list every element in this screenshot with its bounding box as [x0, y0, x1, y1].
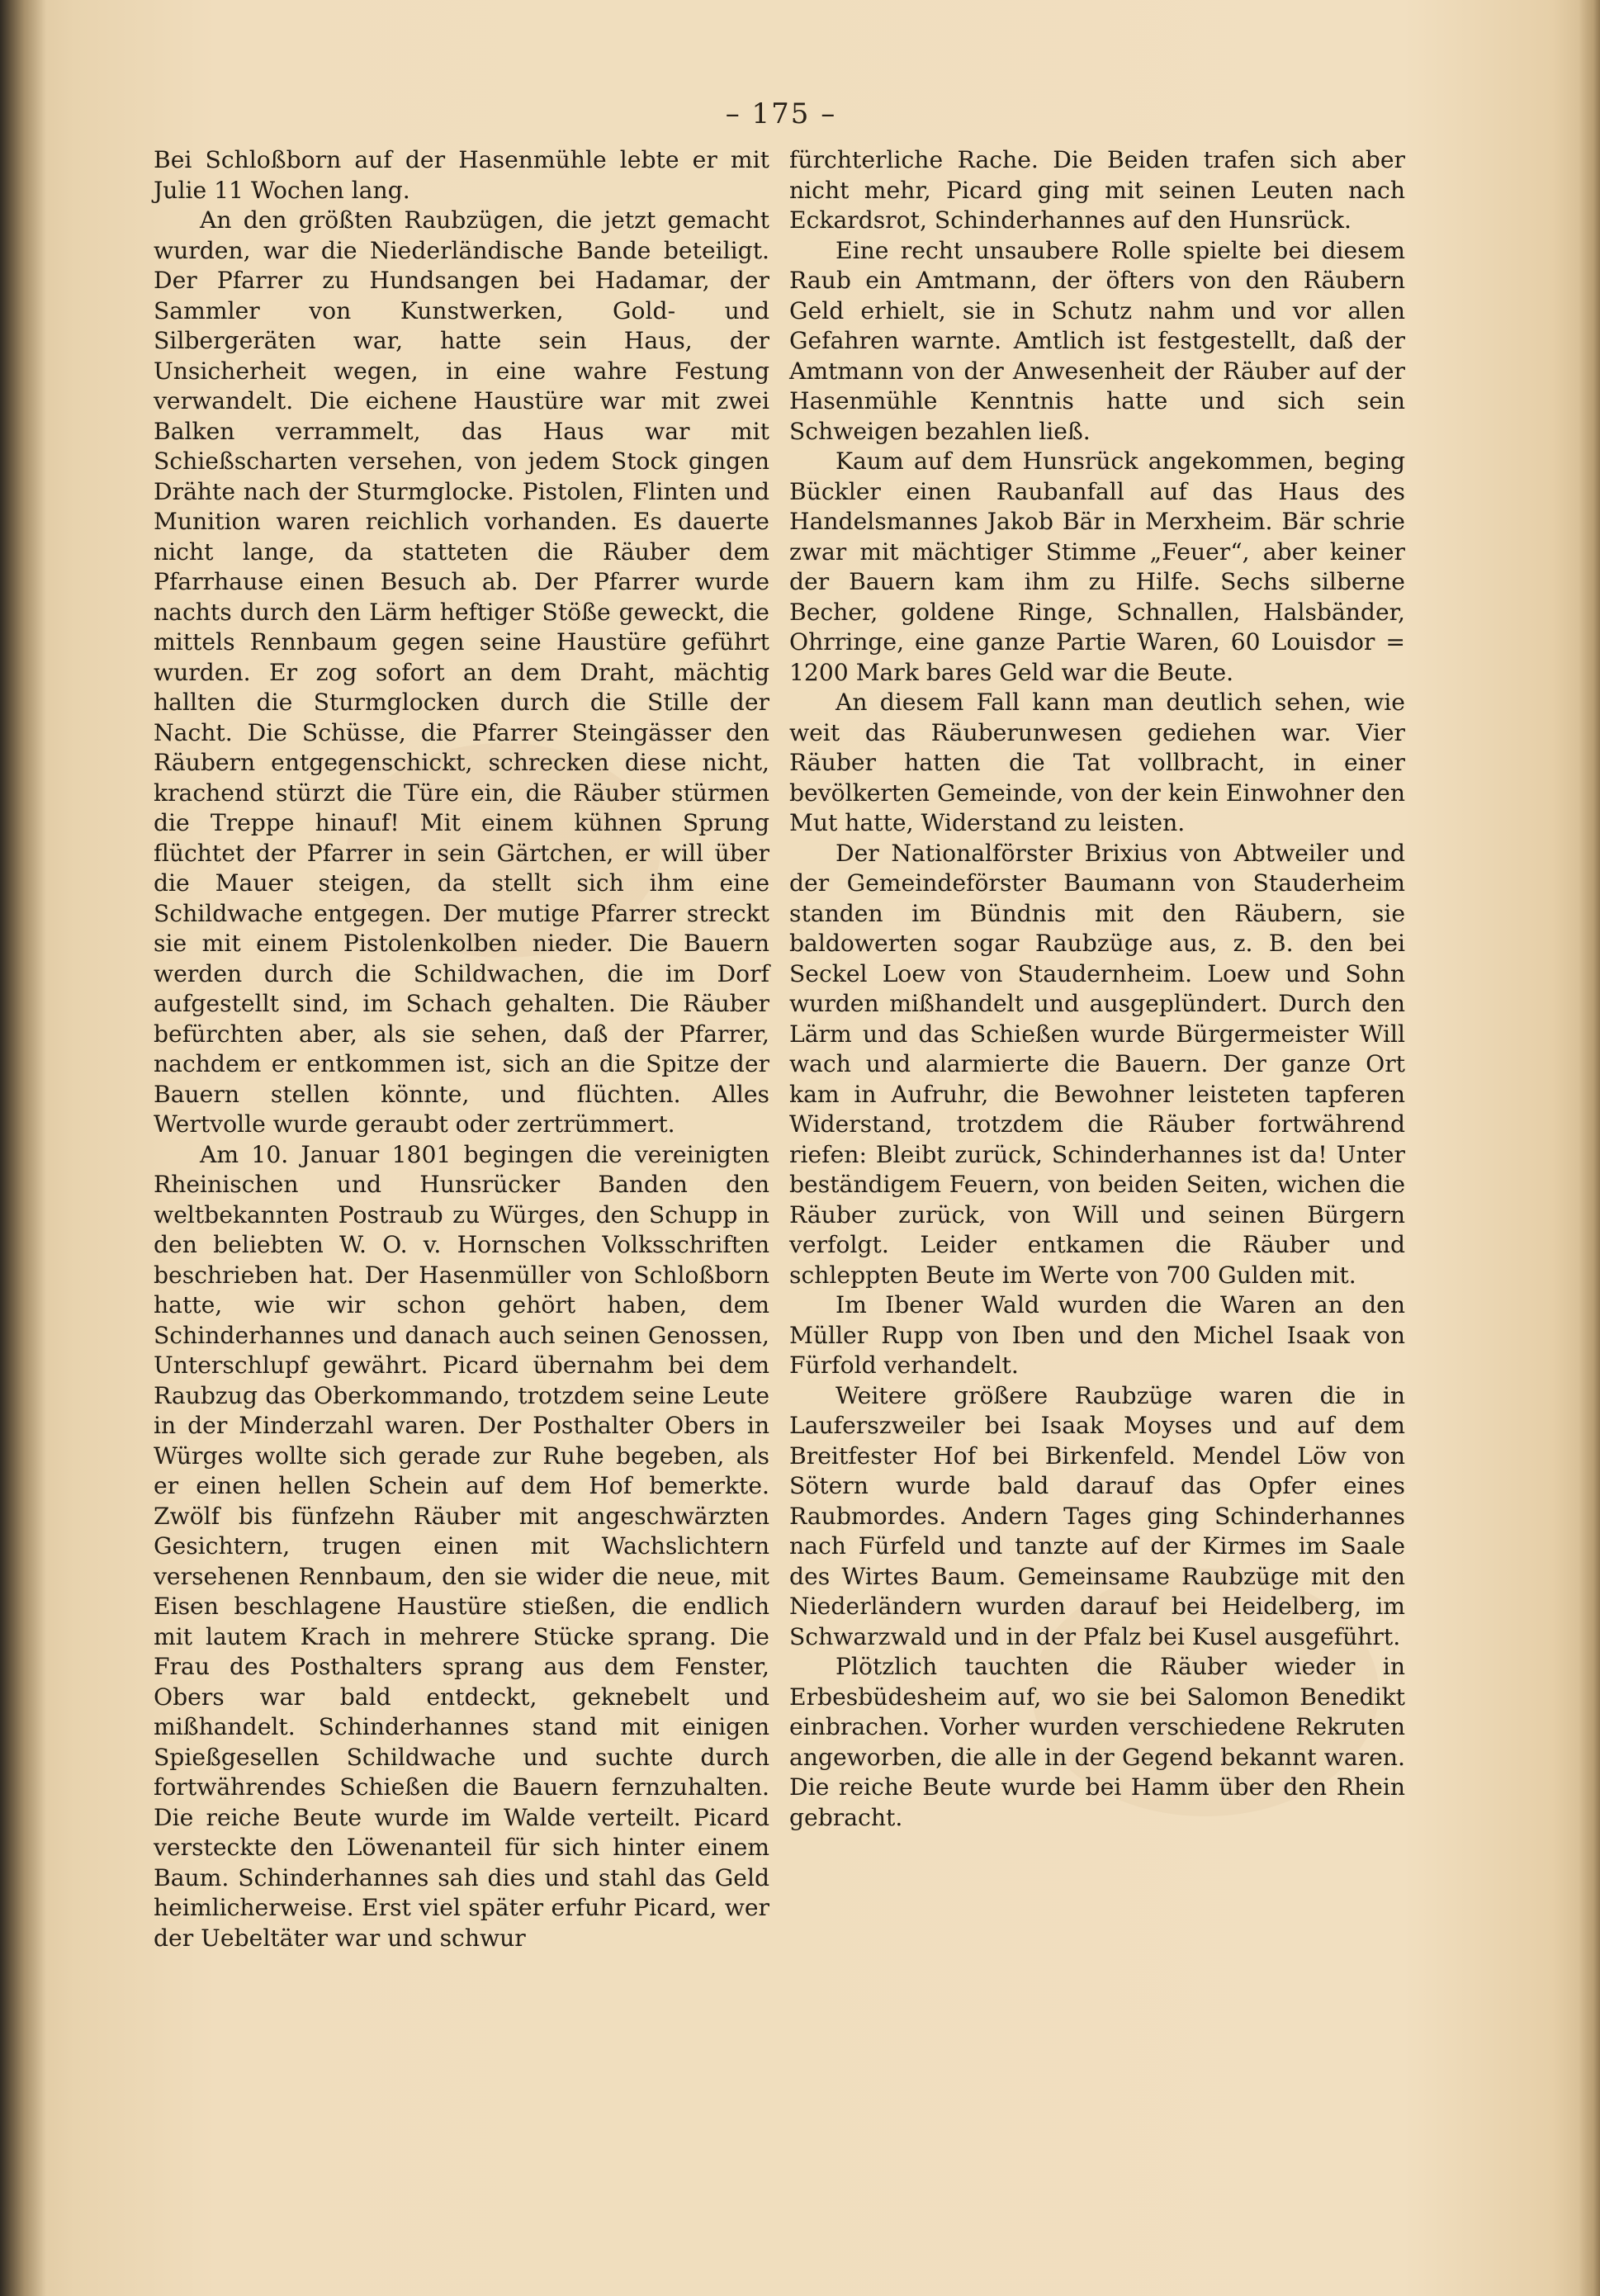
right-column [789, 145, 1405, 1833]
paragraph: Am 10. Januar 1801 begingen die vereinigten Rheinischen und Hunsrücker Banden den weltbekannten Postraub zu Würges, den Schupp in den beliebten W. O. v. Hornschen Volksschriften beschrieben hat. Der Hasenmüller von Schloßborn hatte, wie wir schon gehört haben, dem Schinderhannes und danach auch seinen Genossen, Unterschlupf gewährt. Picard übernahm bei dem Raubzug das Oberkommando, trotzdem seine Leute in der Minderzahl waren. Der Posthalter Obers in Würges wollte sich gerade zur Ruhe begeben, als er einen hellen Schein auf dem Hof bemerkte. Zwölf bis fünfzehn Räuber mit angeschwärzten Gesichtern, trugen einen mit Wachslichtern versehenen Rennbaum, den sie wider die neue, mit Eisen beschlagene Haustüre stießen, die endlich mit lautem Krach in mehrere Stücke sprang. Die Frau des Posthalters sprang aus dem Fenster, Obers war bald entdeckt, geknebelt und mißhandelt. Schinderhannes stand mit einigen Spießgesellen Schildwache und suchte durch fortwährendes Schießen die Bauern fernzuhalten. Die reiche Beute wurde im Walde verteilt. Picard versteckte den Löwenanteil für sich hinter einem Baum. Schinderhannes sah dies und stahl das Geld heimlicherweise. Erst viel später erfuhr Picard, wer der Uebeltäter war und schwur [154, 1140, 769, 1952]
paragraph: An diesem Fall kann man deutlich sehen, wie weit das Räuberunwesen gediehen war. Vier Räuber hatten die Tat vollbracht, in einer bevölkerten Gemeinde, von der kein Einwohner den Mut hatte, Widerstand zu leisten. [789, 689, 1405, 836]
paragraph: Eine recht unsaubere Rolle spielte bei diesem Raub ein Amtmann, der öfters von den Räubern Geld erhielt, sie in Schutz nahm und vor allen Gefahren warnte. Amtlich ist festgestellt, daß der Amtmann von der Anwesenheit der Räuber auf der Hasenmühle Kenntnis hatte und sich sein Schweigen bezahlen ließ. [789, 236, 1405, 445]
paragraph: An den größten Raubzügen, die jetzt gemacht wurden, war die Niederländische Bande beteiligt. Der Pfarrer zu Hundsangen bei Hadamar, der Sammler von Kunstwerken, Gold- und Silbergeräten war, hatte sein Haus, der Unsicherheit wegen, in eine wahre Festung verwandelt. Die eichene Haustüre war mit zwei Balken verrammelt, das Haus war mit Schießscharten versehen, von jedem Stock gingen Drähte nach der Sturmglocke. Pistolen, Flinten und Munition waren reichlich vorhanden. Es dauerte nicht lange, da statteten die Räuber dem Pfarrhause einen Besuch ab. Der Pfarrer wurde nachts durch den Lärm heftiger Stöße geweckt, die mittels Rennbaum gegen seine Haustüre geführt wurden. Er zog sofort an dem Draht, mächtig hallten die Sturmglocken durch die Stille der Nacht. Die Schüsse, die Pfarrer Steingässer den Räubern entgegenschickt, schrecken diese nicht, krachend stürzt die Türe ein, die Räuber stürmen die Treppe hinauf! Mit einem kühnen Sprung flüchtet der Pfarrer in sein Gärtchen, er will über die Mauer steigen, da stellt sich ihm eine Schildwache entgegen. Der mutige Pfarrer streckt sie mit einem Pistolenkolben nieder. Die Bauern werden durch die Schildwachen, die im Dorf aufgestellt sind, im Schach gehalten. Die Räuber befürchten aber, als sie sehen, daß der Pfarrer, nachdem er entkommen ist, sich an die Spitze der Bauern stellen könnte, und flüchten. Alles Wertvolle wurde geraubt oder zertrümmert. [154, 206, 769, 1138]
binding-shadow [0, 0, 46, 2296]
page-edge-shadow [1579, 0, 1600, 2296]
paragraph: Der Nationalförster Brixius von Abtweiler und der Gemeindeförster Baumann von Stauderheim standen im Bündnis mit den Räubern, sie baldowerten sogar Raubzüge aus, z. B. den bei Seckel Loew von Staudernheim. Loew und Sohn wurden mißhandelt und ausgeplündert. Durch den Lärm und das Schießen wurde Bürgermeister Will wach und alarmierte die Bauern. Der ganze Ort kam in Aufruhr, die Bewohner leisteten tapferen Widerstand, trotzdem die Räuber fortwährend riefen: Bleibt zurück, Schinderhannes ist da! Unter beständigem Feuern, von beiden Seiten, wichen die Räuber zurück, von Will und seinen Bürgern verfolgt. Leider entkamen die Räuber und schleppten Beute im Werte von 700 Gulden mit. [789, 839, 1405, 1289]
page-number: – 175 – [725, 97, 837, 130]
paragraph: Bei Schloßborn auf der Hasenmühle lebte er mit Julie 11 Wochen lang. [154, 146, 769, 204]
left-column [154, 145, 769, 1953]
paragraph: Plötzlich tauchten die Räuber wieder in Erbesbüdesheim auf, wo sie bei Salomon Benedikt einbrachen. Vorher wurden verschiedene Rekruten angeworben, die alle in der Gegend bekannt waren. Die reiche Beute wurde bei Hamm über den Rhein gebracht. [789, 1653, 1405, 1831]
paragraph: Weitere größere Raubzüge waren die in Lauferszweiler bei Isaak Moyses und auf dem Breitfester Hof bei Birkenfeld. Mendel Löw von Sötern wurde bald darauf das Opfer eines Raubmordes. Andern Tages ging Schinderhannes nach Fürfeld und tanzte auf der Kirmes im Saale des Wirtes Baum. Gemeinsame Raubzüge mit den Niederländern wurden darauf bei Heidelberg, im Schwarzwald und in der Pfalz bei Kusel ausgeführt. [789, 1381, 1405, 1650]
paragraph: Im Ibener Wald wurden die Waren an den Müller Rupp von Iben und den Michel Isaak von Fürfold verhandelt. [789, 1291, 1405, 1379]
paragraph: fürchterliche Rache. Die Beiden trafen sich aber nicht mehr, Picard ging mit seinen Leuten nach Eckardsrot, Schinderhannes auf den Hunsrück. [789, 146, 1405, 234]
paragraph: Kaum auf dem Hunsrück angekommen, beging Bückler einen Raubanfall auf das Haus des Handelsmannes Jakob Bär in Merxheim. Bär schrie zwar mit mächtiger Stimme „Feuer“, aber keiner der Bauern kam ihm zu Hilfe. Sechs silberne Becher, goldene Ringe, Schnallen, Halsbänder, Ohrringe, eine ganze Partie Waren, 60 Louisdor = 1200 Mark bares Geld war die Beute. [789, 447, 1405, 686]
